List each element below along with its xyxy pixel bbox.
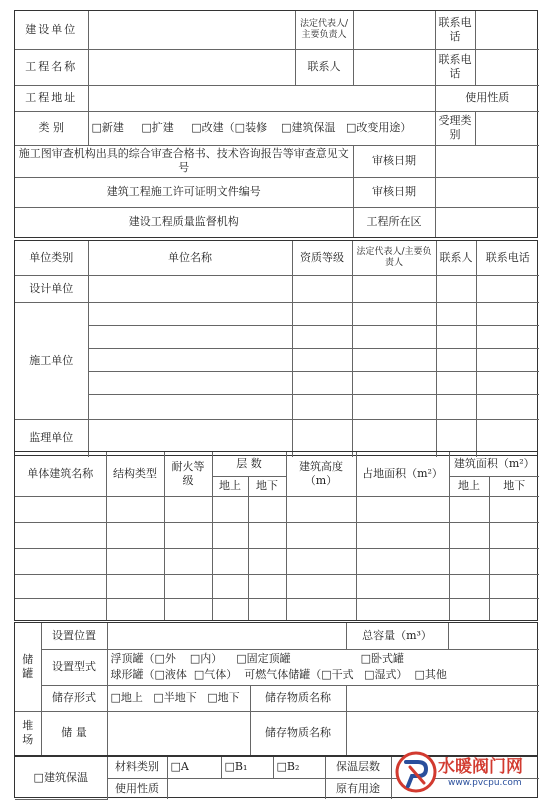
acceptance-category-label: 受理类别: [435, 111, 475, 145]
fire-rating-header: 耐火等级: [164, 452, 212, 496]
review-date-label-2: 审核日期: [353, 177, 435, 207]
units-section: [14, 240, 538, 456]
new-build-checkbox[interactable]: □新建: [91, 121, 124, 134]
project-name-field[interactable]: [88, 49, 295, 85]
storage-form-label: 储存形式: [41, 685, 107, 711]
table-row: [15, 522, 539, 548]
contact-header: 联系人: [436, 241, 476, 275]
stored-material-field-2[interactable]: [346, 711, 539, 755]
land-area-header: 占地面积（m²）: [356, 452, 449, 496]
original-use-label: 原有用途: [325, 778, 391, 799]
change-use-checkbox[interactable]: □改变用途）: [345, 121, 412, 134]
construction-unit-field[interactable]: [88, 11, 295, 49]
project-district-label: 工程所在区: [353, 207, 435, 237]
total-capacity-field[interactable]: [448, 623, 539, 649]
permit-number-label: 建筑工程施工许可证明文件编号: [15, 177, 353, 207]
storage-section: [14, 622, 538, 756]
stored-material-label: 储存物质名称: [250, 685, 346, 711]
review-date-label: 审核日期: [353, 145, 435, 177]
table-row: [15, 371, 539, 394]
tank-form-options[interactable]: [107, 649, 539, 685]
material-type-label: 材料类别: [107, 757, 167, 778]
construction-unit-row-label: 施工单位: [15, 302, 88, 419]
phone-label: 联系电话: [435, 11, 475, 49]
building-name-header: 单体建筑名称: [15, 452, 106, 496]
watermark-url: www.pvcpu.com: [448, 778, 522, 788]
table-row: [15, 302, 539, 325]
use-nature-label: 使用性质: [435, 85, 539, 111]
insulation-checkbox[interactable]: □建筑保温: [281, 121, 336, 134]
acceptance-category-field[interactable]: [475, 111, 539, 145]
review-date-field[interactable]: [435, 145, 539, 177]
unit-type-header: 单位类别: [15, 241, 88, 275]
storage-tank-label: 储罐: [15, 623, 41, 711]
tank-form-line-1[interactable]: 浮顶罐（□外 □内） □固定顶罐 □卧式罐: [110, 652, 404, 665]
unit-name-header: 单位名称: [88, 241, 292, 275]
area-below-header: 地下: [489, 476, 539, 496]
structure-type-header: 结构类型: [106, 452, 164, 496]
phone-field[interactable]: [475, 11, 539, 49]
tank-form-line-2[interactable]: 球形罐（□液体 □气体） 可燃气体储罐（□干式 □湿式） □其他: [110, 668, 447, 681]
legal-rep-field[interactable]: [353, 11, 435, 49]
building-insulation-checkbox[interactable]: □建筑保温: [15, 757, 107, 799]
use-nature-field[interactable]: [167, 778, 325, 799]
buildings-section: [14, 451, 538, 621]
table-row: [15, 348, 539, 371]
watermark-brand: 水暖阀门网: [438, 757, 523, 777]
grade-b1-checkbox[interactable]: □B₁: [221, 757, 273, 778]
reserve-label: 储 量: [41, 711, 107, 755]
project-address-label: 工程地址: [15, 85, 88, 111]
design-unit-label: 设计单位: [15, 275, 88, 302]
expansion-checkbox[interactable]: □扩建: [141, 121, 174, 134]
reserve-field[interactable]: [107, 711, 250, 755]
legal-rep-header: 法定代表人/主要负责人: [352, 241, 436, 275]
supervision-unit-label: 监理单位: [15, 419, 88, 457]
yard-label: 堆场: [15, 711, 41, 755]
project-address-field[interactable]: [88, 85, 435, 111]
project-district-field[interactable]: [435, 207, 539, 237]
construction-unit-label: 建设单位: [15, 11, 88, 49]
insulation-layers-label: 保温层数: [325, 757, 391, 778]
contact-label: 联系人: [295, 49, 353, 85]
project-info-section: [14, 10, 538, 238]
phone-label-2: 联系电话: [435, 49, 475, 85]
qualification-header: 资质等级: [292, 241, 352, 275]
floors-above-header: 地上: [212, 476, 248, 496]
valve-logo-icon: [394, 750, 438, 794]
legal-rep-label: 法定代表人/主要负责人: [295, 11, 353, 49]
total-capacity-label: 总容量（m³）: [346, 623, 448, 649]
table-row: [15, 394, 539, 419]
category-options: [88, 111, 435, 145]
contact-field[interactable]: [353, 49, 435, 85]
floors-below-header: 地下: [248, 476, 286, 496]
quality-supervision-label: 建设工程质量监督机构: [15, 207, 353, 237]
grade-b2-checkbox[interactable]: □B₂: [273, 757, 325, 778]
phone-field-2[interactable]: [475, 49, 539, 85]
floor-area-header: 建筑面积（m²）: [449, 452, 539, 476]
tank-position-label: 设置位置: [41, 623, 107, 649]
review-opinion-label: 施工图审查机构出具的综合审查合格书、技术咨询报告等审查意见文号: [15, 145, 353, 177]
tank-position-field[interactable]: [107, 623, 346, 649]
category-label: 类 别: [15, 111, 88, 145]
table-row: [15, 496, 539, 522]
use-nature-label-2: 使用性质: [107, 778, 167, 799]
area-above-header: 地上: [449, 476, 489, 496]
phone-header: 联系电话: [476, 241, 539, 275]
table-row: [15, 548, 539, 574]
table-row: [15, 275, 539, 302]
stored-material-label-2: 储存物质名称: [250, 711, 346, 755]
tank-form-label: 设置型式: [41, 649, 107, 685]
table-row: [15, 325, 539, 348]
table-row: [15, 598, 539, 620]
review-date-field-2[interactable]: [435, 177, 539, 207]
renovation-checkbox[interactable]: □改建（□装修: [191, 121, 268, 134]
storage-form-options[interactable]: □地上 □半地下 □地下: [107, 685, 250, 711]
building-height-header: 建筑高度（m）: [286, 452, 356, 496]
table-row: [15, 574, 539, 598]
application-form: [14, 10, 538, 798]
stored-material-field[interactable]: [346, 685, 539, 711]
floors-header: 层 数: [212, 452, 286, 476]
watermark-logo: [394, 750, 544, 798]
project-name-label: 工程名称: [15, 49, 88, 85]
grade-a-checkbox[interactable]: □A: [167, 757, 221, 778]
